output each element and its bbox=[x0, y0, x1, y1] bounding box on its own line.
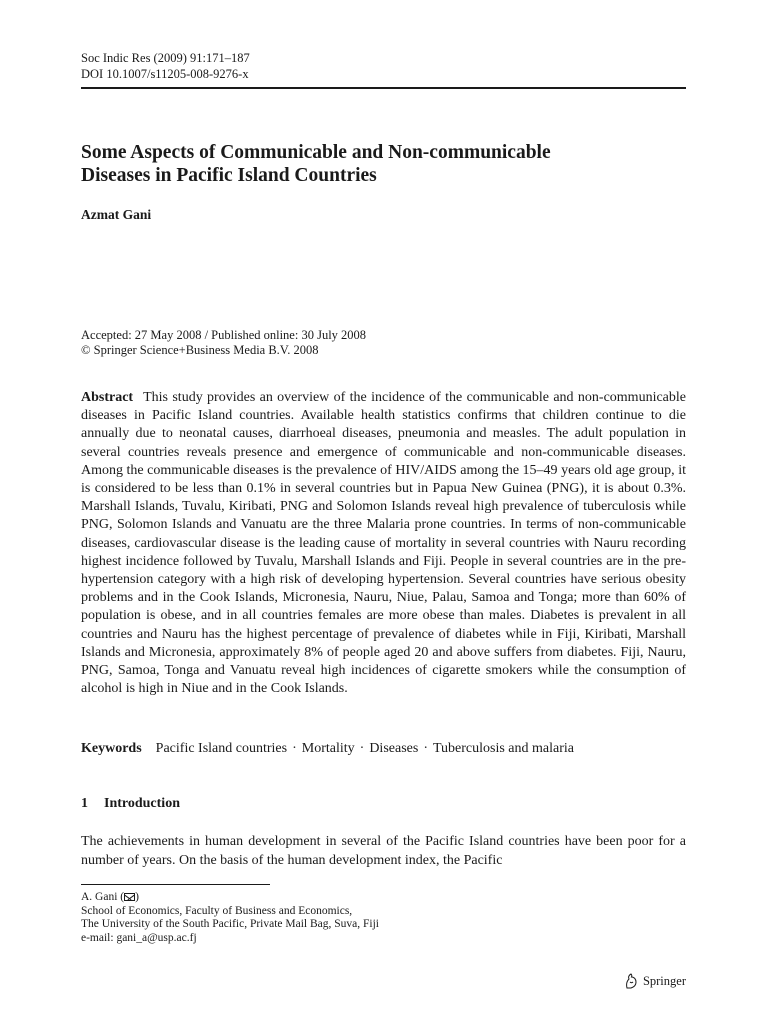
publisher-logo bbox=[624, 973, 686, 989]
footnote-email[interactable]: e-mail: gani_a@usp.ac.fj bbox=[81, 931, 197, 944]
paper-page bbox=[81, 0, 686, 1024]
footnote-author-close: ) bbox=[135, 891, 139, 903]
keywords-label: Keywords bbox=[81, 741, 142, 756]
keyword-item: Pacific Island countries bbox=[155, 741, 288, 756]
keywords bbox=[81, 740, 686, 758]
springer-horse-icon bbox=[624, 973, 638, 989]
publication-dates: Accepted: 27 May 2008 / Published online: 30 July 2008 bbox=[81, 328, 367, 342]
introduction-paragraph: The achievements in human development in several of the Pacific Island countries have been poor for a number of years. On the basis of the human development index, the Pacific bbox=[81, 834, 686, 868]
footnote-rule bbox=[81, 884, 270, 885]
keyword-item: Mortality bbox=[301, 741, 355, 756]
article-title bbox=[81, 141, 686, 187]
article-dates bbox=[81, 328, 366, 358]
envelope-icon bbox=[124, 893, 135, 901]
article-title-line-2: Diseases in Pacific Island Countries bbox=[81, 165, 377, 186]
publisher-name: Springer bbox=[642, 973, 686, 988]
section-number: 1 bbox=[81, 796, 88, 811]
section-title: Introduction bbox=[104, 796, 180, 811]
keyword-separator: · bbox=[423, 741, 428, 756]
footnote-affiliation-line-2: The University of the South Pacific, Private Mail Bag, Suva, Fiji bbox=[81, 918, 380, 930]
keyword-separator: · bbox=[359, 741, 365, 756]
abstract bbox=[81, 389, 686, 698]
footnote-affiliation-line-1: School of Economics, Faculty of Business and Economics, bbox=[81, 904, 353, 917]
article-author: Azmat Gani bbox=[81, 207, 152, 222]
abstract-label: Abstract bbox=[81, 390, 134, 405]
abstract-text: This study provides an overview of the incidence of the communicable and non-communicable diseases in Pacific Island countries. Available health statistics confirms that children continue to die annually due to neonatal causes, diarrhoeal diseases, pneumonia and measles. The adult population in several countries reveals presence and emergence of communicable and non-communicable diseases. Among the communicable diseases is the prevalence of HIV/AIDS among the 15–49 years old age group, it is considered to be less than 0.1% in several countries but in Papua New Guinea (PNG), it is about 0.3%. Marshall Islands, Tuvalu, Kiribati, PNG and Solomon Islands reveal high prevalence of tuberculosis while PNG, Solomon Islands and Vanuatu are the three Malaria prone countries. In terms of non-communicable diseases, cardiovascular disease is the leading cause of mortality in several countries with Nauru recording highest incidence followed by Tuvalu, Marshall Islands and Fiji. People in several countries are in the pre-hypertension category with a high risk of developing hypertension. Several countries have serious obesity problems and in the Cook Islands, Micronesia, Nauru, Niue, Palau, Samoa and Tonga; more than 60% of population is obese, and in all countries females are more obese than males. Diabetes is prevalent in all countries and Nauru has the highest percentage of prevalence of diabetes while in Fiji, Kiribati, Marshall Islands and Micronesia, approximately 8% of people aged 20 and above suffers from diabetes. Fiji, Nauru, PNG, Samoa, Tonga and Vanuatu reveal high incidences of cigarette smokers while the consumption of alcohol is high in Niue and in the Cook Islands. bbox=[81, 390, 686, 697]
keyword-separator: · bbox=[292, 741, 297, 756]
author-footnote bbox=[81, 891, 379, 945]
journal-citation: Soc Indic Res (2009) 91:171–187 bbox=[81, 51, 250, 65]
journal-meta bbox=[81, 50, 250, 82]
header-rule bbox=[81, 87, 686, 89]
footnote-author-line bbox=[81, 891, 379, 905]
keyword-item: Tuberculosis and malaria bbox=[432, 741, 574, 756]
keyword-item: Diseases bbox=[369, 741, 419, 756]
copyright-notice: © Springer Science+Business Media B.V. 2008 bbox=[81, 343, 319, 357]
journal-doi: DOI 10.1007/s11205-008-9276-x bbox=[81, 67, 249, 81]
footnote-author-name: A. Gani ( bbox=[81, 891, 125, 903]
section-heading-introduction bbox=[81, 796, 180, 812]
article-title-line-1: Some Aspects of Communicable and Non-communicable bbox=[81, 142, 551, 163]
